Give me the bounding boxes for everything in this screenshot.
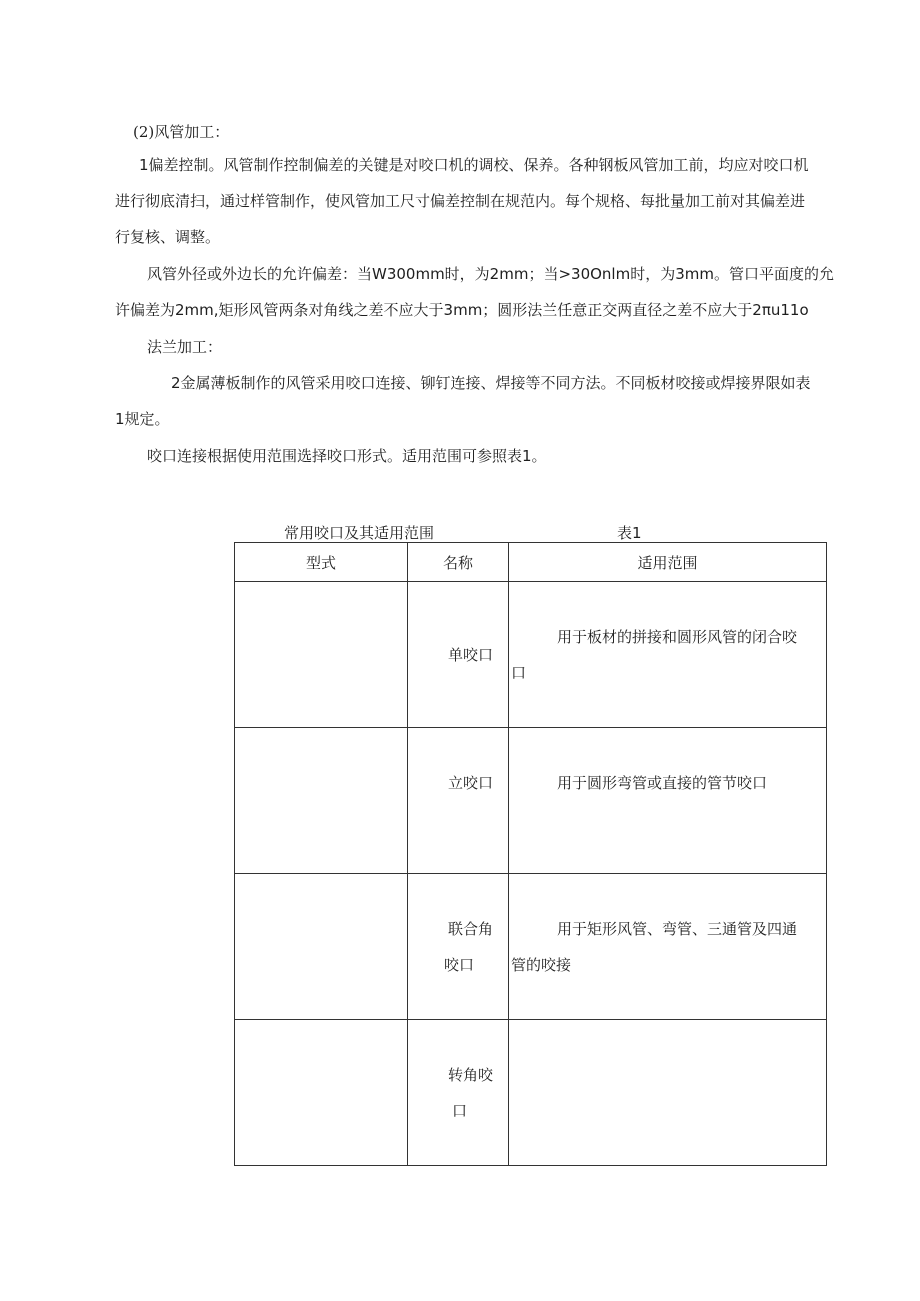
usage-cell [509,582,827,728]
name-cell [408,874,509,1020]
table-row [235,582,827,728]
usage-line: 用于圆形弯管或直接的管节咬口 [557,774,768,792]
paragraph-flange-heading: 法兰加工： [147,338,223,356]
usage-line: 用于板材的拼接和圆形风管的闭合咬 [557,628,798,646]
type-cell [235,1020,408,1166]
name-line: 立咬口 [448,774,494,792]
name-cell [408,582,509,728]
table-caption: 常用咬口及其适用范围 [284,524,435,542]
paragraph-line: 1偏差控制。风管制作控制偏差的关键是对咬口机的调校、保养。各种钢板风管加工前，均应对咬口机 [139,156,809,174]
header-usage: 适用范围 [509,543,827,582]
table-number: 表1 [617,524,642,542]
table-row [235,728,827,874]
name-line: 转角咬 [448,1066,494,1084]
paragraph-line: 2金属薄板制作的风管采用咬口连接、铆钉连接、焊接等不同方法。不同板材咬接或焊接界限如表 [171,374,811,392]
name-line: 单咬口 [448,646,494,664]
header-type: 型式 [235,543,408,582]
header-name: 名称 [408,543,509,582]
usage-cell [509,874,827,1020]
name-line: 咬口 [444,956,475,974]
paragraph-line: 进行彻底清扫，通过样管制作，使风管加工尺寸偏差控制在规范内。每个规格、每批量加工前对其偏差进 [115,192,806,210]
paragraph-line: 行复核、调整。 [115,228,221,246]
usage-line: 管的咬接 [511,956,572,974]
type-cell [235,728,408,874]
type-cell [235,874,408,1020]
paragraph-seam-selection: 咬口连接根据使用范围选择咬口形式。适用范围可参照表1。 [147,447,547,465]
paragraph-line: 风管外径或外边长的允许偏差：当W300mm时，为2mm；当>30Onlm时，为3mm。管口平面度的允 [147,265,834,283]
usage-line: 用于矩形风管、弯管、三通管及四通 [557,920,798,938]
paragraph-line: 1规定。 [115,410,170,428]
name-cell [408,1020,509,1166]
seam-types-table [234,542,827,1166]
table-row [235,874,827,1020]
usage-line: 口 [511,664,527,682]
name-line: 口 [452,1102,468,1120]
paragraph-line: 许偏差为2mm,矩形风管两条对角线之差不应大于3mm；圆形法兰任意正交两直径之差不应大于2πu11o [115,301,809,319]
section-heading: (2)风管加工： [133,123,230,141]
usage-cell [509,728,827,874]
table-row [235,1020,827,1166]
table-header-row [235,543,827,582]
usage-cell [509,1020,827,1166]
type-cell [235,582,408,728]
name-line: 联合角 [448,920,494,938]
name-cell [408,728,509,874]
